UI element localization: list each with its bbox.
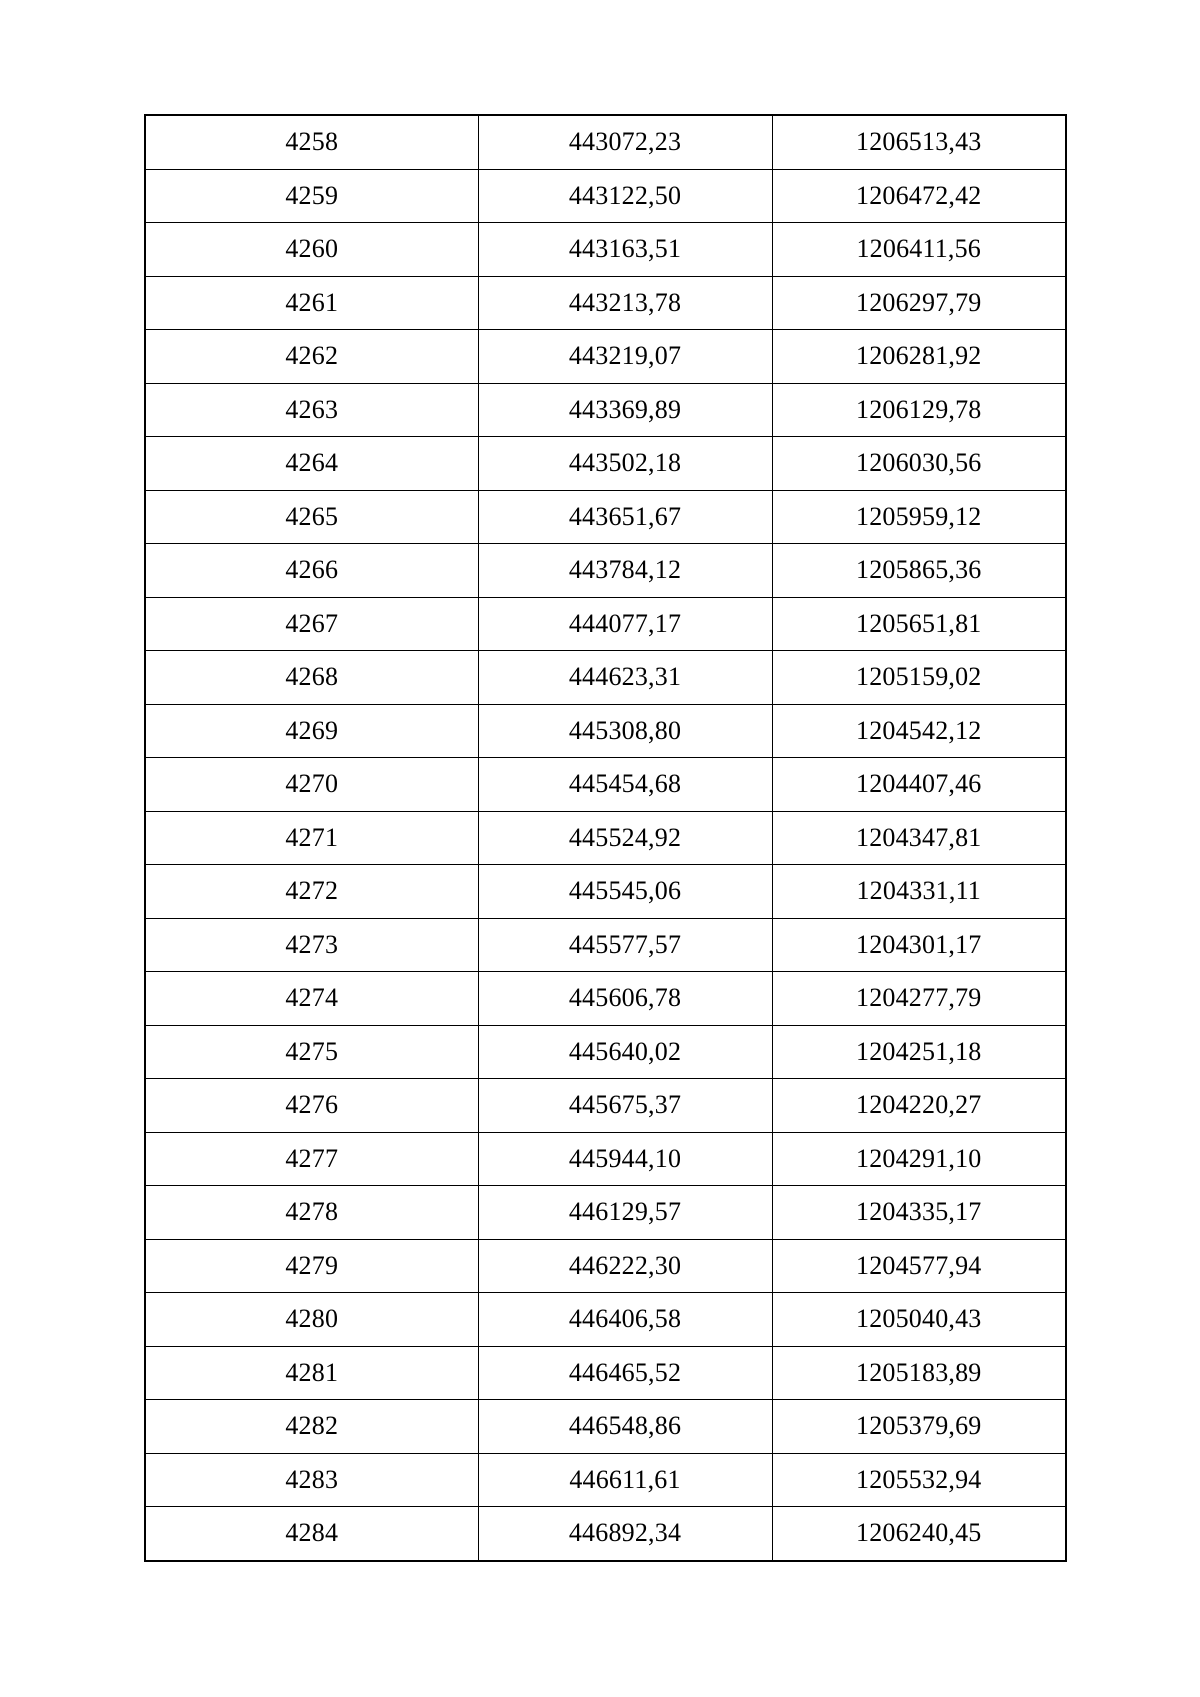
y-coordinate-cell: 1204335,17 [772,1186,1066,1240]
table-row [145,383,1066,437]
y-coordinate-cell: 1205183,89 [772,1346,1066,1400]
point-number-cell: 4279 [145,1239,478,1293]
table-row [145,1186,1066,1240]
table-row [145,1293,1066,1347]
point-number-cell: 4265 [145,490,478,544]
y-coordinate-cell: 1206472,42 [772,169,1066,223]
point-number-cell: 4281 [145,1346,478,1400]
point-number-cell: 4275 [145,1025,478,1079]
table-row [145,865,1066,919]
x-coordinate-cell: 446892,34 [478,1507,772,1561]
table-row [145,490,1066,544]
point-number-cell: 4283 [145,1453,478,1507]
point-number-cell: 4273 [145,918,478,972]
y-coordinate-cell: 1205532,94 [772,1453,1066,1507]
point-number-cell: 4262 [145,330,478,384]
y-coordinate-cell: 1205159,02 [772,651,1066,705]
y-coordinate-cell: 1204331,11 [772,865,1066,919]
point-number-cell: 4284 [145,1507,478,1561]
point-number-cell: 4280 [145,1293,478,1347]
x-coordinate-cell: 443502,18 [478,437,772,491]
point-number-cell: 4261 [145,276,478,330]
table-row [145,1453,1066,1507]
point-number-cell: 4259 [145,169,478,223]
x-coordinate-cell: 443369,89 [478,383,772,437]
point-number-cell: 4278 [145,1186,478,1240]
table-row [145,1239,1066,1293]
point-number-cell: 4268 [145,651,478,705]
x-coordinate-cell: 446222,30 [478,1239,772,1293]
y-coordinate-cell: 1204577,94 [772,1239,1066,1293]
x-coordinate-cell: 445675,37 [478,1079,772,1133]
point-number-cell: 4263 [145,383,478,437]
y-coordinate-cell: 1206281,92 [772,330,1066,384]
x-coordinate-cell: 445640,02 [478,1025,772,1079]
y-coordinate-cell: 1205651,81 [772,597,1066,651]
table-row [145,1025,1066,1079]
table-row [145,704,1066,758]
x-coordinate-cell: 444077,17 [478,597,772,651]
point-number-cell: 4266 [145,544,478,598]
table-row [145,651,1066,705]
y-coordinate-cell: 1204291,10 [772,1132,1066,1186]
table-row [145,918,1066,972]
x-coordinate-cell: 446465,52 [478,1346,772,1400]
y-coordinate-cell: 1204407,46 [772,758,1066,812]
point-number-cell: 4282 [145,1400,478,1454]
y-coordinate-cell: 1205959,12 [772,490,1066,544]
table-row [145,1346,1066,1400]
y-coordinate-cell: 1206297,79 [772,276,1066,330]
y-coordinate-cell: 1204251,18 [772,1025,1066,1079]
y-coordinate-cell: 1204277,79 [772,972,1066,1026]
table-row [145,811,1066,865]
x-coordinate-cell: 443122,50 [478,169,772,223]
x-coordinate-cell: 446548,86 [478,1400,772,1454]
x-coordinate-cell: 445944,10 [478,1132,772,1186]
y-coordinate-cell: 1206240,45 [772,1507,1066,1561]
y-coordinate-cell: 1204220,27 [772,1079,1066,1133]
point-number-cell: 4276 [145,1079,478,1133]
x-coordinate-cell: 443651,67 [478,490,772,544]
x-coordinate-cell: 444623,31 [478,651,772,705]
point-number-cell: 4269 [145,704,478,758]
table-row [145,544,1066,598]
table-row [145,972,1066,1026]
x-coordinate-cell: 443784,12 [478,544,772,598]
y-coordinate-cell: 1204542,12 [772,704,1066,758]
x-coordinate-cell: 445577,57 [478,918,772,972]
y-coordinate-cell: 1206129,78 [772,383,1066,437]
point-number-cell: 4271 [145,811,478,865]
point-number-cell: 4260 [145,223,478,277]
x-coordinate-cell: 443213,78 [478,276,772,330]
table-row [145,223,1066,277]
x-coordinate-cell: 445454,68 [478,758,772,812]
y-coordinate-cell: 1206411,56 [772,223,1066,277]
table-row [145,1132,1066,1186]
x-coordinate-cell: 443072,23 [478,115,772,169]
x-coordinate-cell: 445606,78 [478,972,772,1026]
table-row [145,1079,1066,1133]
table-row [145,115,1066,169]
x-coordinate-cell: 446611,61 [478,1453,772,1507]
y-coordinate-cell: 1205865,36 [772,544,1066,598]
x-coordinate-cell: 443219,07 [478,330,772,384]
y-coordinate-cell: 1206513,43 [772,115,1066,169]
x-coordinate-cell: 446406,58 [478,1293,772,1347]
table-row [145,1400,1066,1454]
point-number-cell: 4264 [145,437,478,491]
table-row [145,169,1066,223]
point-number-cell: 4277 [145,1132,478,1186]
table-row [145,597,1066,651]
y-coordinate-cell: 1204347,81 [772,811,1066,865]
table-row [145,1507,1066,1561]
point-number-cell: 4274 [145,972,478,1026]
coordinates-table [144,114,1067,1562]
point-number-cell: 4267 [145,597,478,651]
y-coordinate-cell: 1204301,17 [772,918,1066,972]
x-coordinate-cell: 445524,92 [478,811,772,865]
x-coordinate-cell: 445308,80 [478,704,772,758]
y-coordinate-cell: 1206030,56 [772,437,1066,491]
x-coordinate-cell: 443163,51 [478,223,772,277]
table-row [145,330,1066,384]
point-number-cell: 4258 [145,115,478,169]
x-coordinate-cell: 445545,06 [478,865,772,919]
table-row [145,276,1066,330]
coordinates-table-body [145,115,1066,1561]
x-coordinate-cell: 446129,57 [478,1186,772,1240]
point-number-cell: 4270 [145,758,478,812]
y-coordinate-cell: 1205379,69 [772,1400,1066,1454]
table-row [145,758,1066,812]
point-number-cell: 4272 [145,865,478,919]
y-coordinate-cell: 1205040,43 [772,1293,1066,1347]
table-row [145,437,1066,491]
